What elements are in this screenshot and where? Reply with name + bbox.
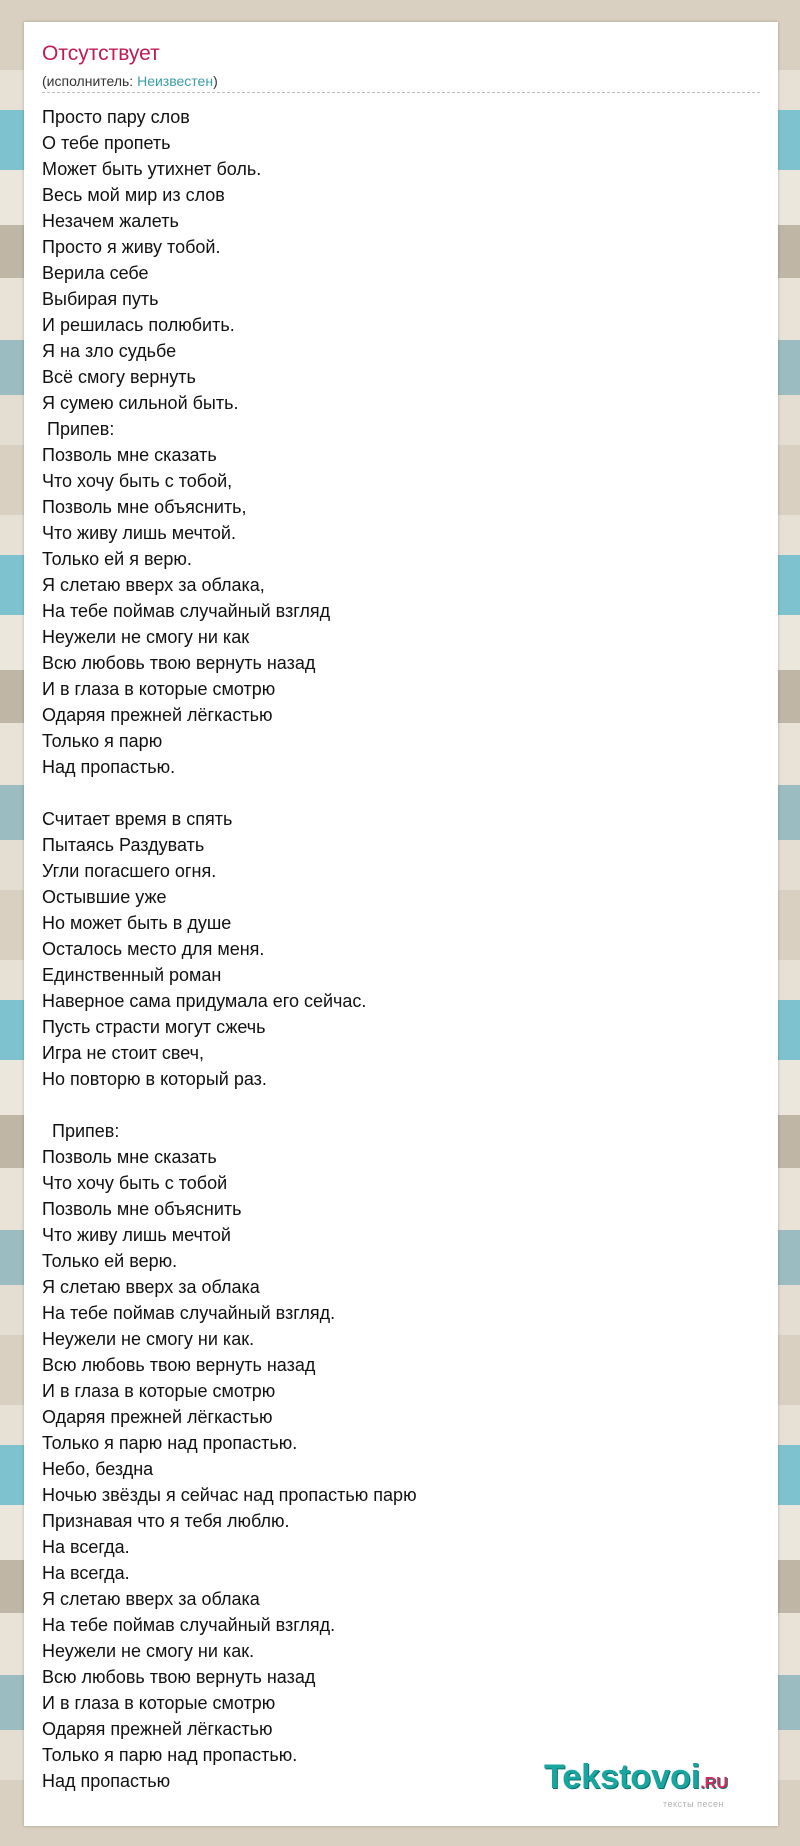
lyric-line: Признавая что я тебя люблю. [42, 1511, 290, 1531]
performer-line [42, 73, 218, 89]
lyric-line: Незачем жалеть [42, 211, 179, 231]
lyric-line: Неужели не смогу ни как [42, 627, 250, 647]
lyric-line: Всё смогу вернуть [42, 367, 196, 387]
lyric-line: Считает время в спять [42, 809, 233, 829]
lyric-line: Я слетаю вверх за облака [42, 1589, 260, 1609]
performer-prefix: (исполнитель: [42, 73, 138, 89]
lyric-line: Просто я живу тобой. [42, 237, 221, 257]
performer-suffix: ) [213, 73, 218, 89]
lyric-line: Просто пару слов [42, 107, 190, 127]
lyric-line: Что хочу быть с тобой, [42, 471, 233, 491]
lyric-line: Одаряя прежней лёгкастью [42, 1719, 273, 1739]
lyric-line [42, 1092, 417, 1118]
lyric-line: Остывшие уже [42, 887, 167, 907]
lyrics-text [42, 104, 417, 1794]
logo-tagline: тексты песен [662, 1799, 724, 1809]
lyric-line: Осталось место для меня. [42, 939, 265, 959]
lyric-line: Может быть утихнет боль. [42, 159, 262, 179]
lyric-line: Ночью звёзды я сейчас над пропастью парю [42, 1485, 417, 1505]
lyric-line: Одаряя прежней лёгкастью [42, 705, 273, 725]
lyric-line: Только ей я верю. [42, 549, 192, 569]
lyric-line: Позволь мне объяснить, [42, 497, 247, 517]
lyric-line: О тебе пропеть [42, 133, 171, 153]
lyric-line: Весь мой мир из слов [42, 185, 225, 205]
lyric-line: Всю любовь твою вернуть назад [42, 1355, 316, 1375]
lyric-line: Небо, бездна [42, 1459, 154, 1479]
lyric-line: Только я парю над пропастью. [42, 1745, 298, 1765]
lyric-line: Пусть страсти могут сжечь [42, 1017, 266, 1037]
lyric-line: На всегда. [42, 1537, 130, 1557]
lyric-line: Я на зло судьбе [42, 341, 177, 361]
site-logo[interactable] [544, 1760, 744, 1809]
lyric-line: На тебе поймав случайный взгляд [42, 601, 331, 621]
lyric-line: Игра не стоит свеч, [42, 1043, 204, 1063]
song-title: Отсутствует [42, 42, 160, 65]
lyric-line: Позволь мне сказать [42, 1147, 217, 1167]
lyric-line: Я сумею сильной быть. [42, 393, 239, 413]
lyric-line: Позволь мне объяснить [42, 1199, 242, 1219]
lyric-line: И в глаза в которые смотрю [42, 1693, 276, 1713]
lyric-line: Но может быть в душе [42, 913, 232, 933]
title-divider [42, 92, 760, 93]
lyric-line: Единственный роман [42, 965, 222, 985]
lyric-line: Над пропастью [42, 1771, 171, 1791]
lyric-line: Наверное сама придумала его сейчас. [42, 991, 367, 1011]
lyric-line: Угли погасшего огня. [42, 861, 217, 881]
lyric-line: И в глаза в которые смотрю [42, 1381, 276, 1401]
lyric-line: На тебе поймав случайный взгляд. [42, 1615, 336, 1635]
lyric-line: На всегда. [42, 1563, 130, 1583]
lyric-line: Всю любовь твою вернуть назад [42, 1667, 316, 1687]
lyric-line: Только я парю [42, 731, 163, 751]
lyric-line: Верила себе [42, 263, 149, 283]
lyric-line [42, 780, 417, 806]
lyric-line: Припев: [42, 1121, 120, 1141]
lyric-line: Позволь мне сказать [42, 445, 217, 465]
lyric-line: Но повторю в который раз. [42, 1069, 267, 1089]
lyric-line: Я слетаю вверх за облака [42, 1277, 260, 1297]
lyric-line: И в глаза в которые смотрю [42, 679, 276, 699]
lyric-line: Одаряя прежней лёгкастью [42, 1407, 273, 1427]
lyric-line: На тебе поймав случайный взгляд. [42, 1303, 336, 1323]
artist-link[interactable]: Неизвестен [137, 73, 214, 89]
lyrics-card [24, 22, 778, 1826]
lyric-line: Только ей верю. [42, 1251, 178, 1271]
lyric-line: Я слетаю вверх за облака, [42, 575, 265, 595]
lyric-line: Всю любовь твою вернуть назад [42, 653, 316, 673]
lyric-line: Что живу лишь мечтой. [42, 523, 236, 543]
lyric-line: Припев: [42, 419, 115, 439]
logo-tld: .RU [700, 1775, 728, 1792]
lyric-line: И решилась полюбить. [42, 315, 235, 335]
lyric-line: Выбирая путь [42, 289, 159, 309]
lyric-line: Неужели не смогу ни как. [42, 1641, 255, 1661]
lyric-line: Что хочу быть с тобой [42, 1173, 228, 1193]
logo-wordmark: Tekstovoi [544, 1758, 701, 1796]
lyric-line: Над пропастью. [42, 757, 176, 777]
lyric-line: Только я парю над пропастью. [42, 1433, 298, 1453]
lyric-line: Неужели не смогу ни как. [42, 1329, 255, 1349]
lyric-line: Пытаясь Раздувать [42, 835, 205, 855]
lyric-line: Что живу лишь мечтой [42, 1225, 231, 1245]
